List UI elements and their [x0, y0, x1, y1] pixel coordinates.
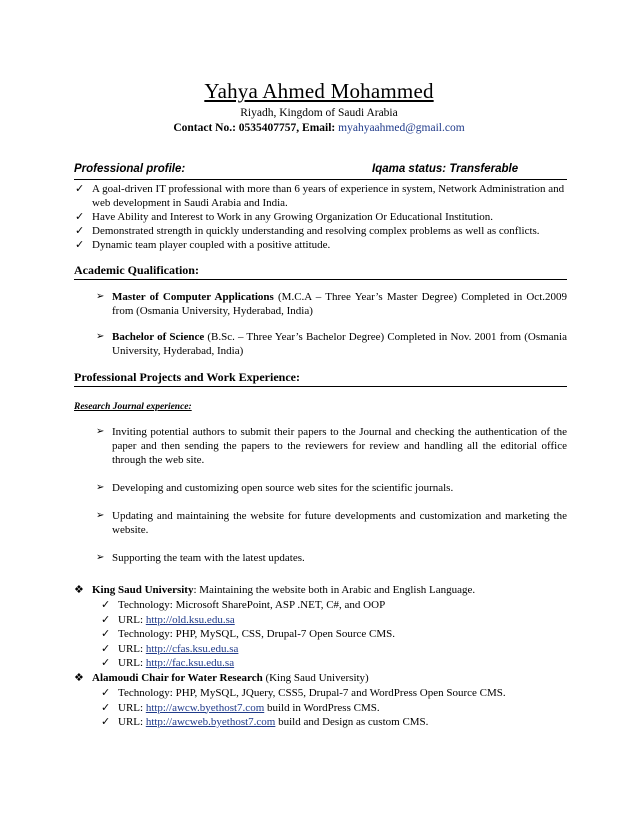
url-link[interactable]: http://fac.ksu.edu.sa — [145, 657, 235, 669]
checkmark-icon: ✓ — [101, 641, 111, 655]
email-address[interactable]: myahyaahmed@gmail.com — [338, 122, 465, 134]
arrow-bullet-icon: ➢ — [96, 510, 105, 521]
checkmark-icon: ✓ — [101, 686, 111, 699]
candidate-location: Riyadh, Kingdom of Saudi Arabia — [240, 107, 398, 119]
list-item: ✓ URL: http://awcw.byethost7.com build in WordPress CMS. — [101, 700, 380, 714]
list-item: ➢ Inviting potential authors to submit their papers to the Journal and checking the authentication of the paper and then sending the papers to the reviewers for review and handling all the editorial office through the web site. — [96, 426, 567, 466]
list-item: ✓ Technology: PHP, MySQL, CSS, Drupal-7 Open Source CMS. — [101, 627, 395, 640]
arrow-bullet-icon: ➢ — [96, 291, 105, 302]
org-name: King Saud University — [92, 584, 194, 596]
list-item: ➢ Updating and maintaining the website for future developments and customization and marketing the website. — [96, 510, 567, 536]
list-item: ➢ Master of Computer Applications (M.C.A – Three Year’s Master Degree) Completed in Oct.2009 from (Osmania University, Hyderabad, India) — [96, 291, 567, 317]
candidate-name: Yahya Ahmed Mohammed — [204, 79, 434, 103]
checkmark-icon: ✓ — [101, 715, 111, 728]
list-item: ✓ URL: http://old.ksu.edu.sa — [101, 612, 235, 626]
list-item: ✓ Demonstrated strength in quickly understanding and resolving complex problems as well as conflicts. — [75, 224, 540, 237]
research-list — [96, 425, 567, 579]
email-label: , Email: — [296, 122, 339, 134]
checkmark-icon: ✓ — [101, 612, 111, 626]
list-item: ✓ URL: http://fac.ksu.edu.sa — [101, 656, 235, 669]
contact-line — [0, 122, 638, 134]
profile-heading: Professional profile: — [74, 163, 186, 175]
ksu-details — [101, 598, 568, 671]
checkmark-icon: ✓ — [75, 182, 85, 195]
phone-number: 0535407757 — [238, 122, 297, 134]
arrow-bullet-icon: ➢ — [96, 482, 105, 493]
arrow-bullet-icon: ➢ — [96, 426, 105, 437]
diamond-bullet-icon: ❖ — [74, 583, 84, 596]
research-journal-heading: Research Journal experience: — [74, 402, 192, 412]
list-item: ✓ Technology: Microsoft SharePoint, ASP .NET, C#, and OOP — [101, 598, 386, 611]
checkmark-icon: ✓ — [101, 656, 111, 669]
url-link[interactable]: http://awcweb.byethost7.com — [145, 716, 276, 728]
url-link[interactable]: http://old.ksu.edu.sa — [145, 613, 235, 626]
url-link[interactable]: http://cfas.ksu.edu.sa — [145, 642, 239, 655]
checkmark-icon: ✓ — [101, 598, 111, 611]
list-item: ➢ Developing and customizing open source web sites for the scientific journals. — [96, 482, 454, 494]
diamond-bullet-icon: ❖ — [74, 671, 84, 684]
list-item: ✓ Technology: PHP, MySQL, JQuery, CSS5, Drupal-7 and WordPress Open Source CMS. — [101, 686, 506, 699]
degree-name: Master of Computer Applications — [112, 291, 274, 303]
arrow-bullet-icon: ➢ — [96, 552, 105, 563]
org-alamoudi: ❖ Alamoudi Chair for Water Research (King Saud University) — [74, 671, 369, 684]
url-link[interactable]: http://awcw.byethost7.com — [145, 701, 265, 714]
profile-heading-row — [74, 163, 567, 180]
iqama-status: Iqama status: Transferable — [372, 163, 519, 175]
list-item: ✓ URL: http://cfas.ksu.edu.sa — [101, 641, 239, 655]
org-name: Alamoudi Chair for Water Research — [92, 672, 263, 684]
degree-name: Bachelor of Science — [112, 331, 205, 343]
projects-heading: Professional Projects and Work Experience: — [74, 370, 567, 387]
profile-list — [75, 182, 567, 252]
list-item: ✓ Dynamic team player coupled with a positive attitude. — [75, 238, 331, 251]
checkmark-icon: ✓ — [75, 238, 85, 251]
list-item: ➢ Supporting the team with the latest updates. — [96, 552, 305, 564]
checkmark-icon: ✓ — [101, 627, 111, 640]
academic-heading: Academic Qualification: — [74, 263, 567, 280]
list-item: ➢ Bachelor of Science (B.Sc. – Three Year’s Bachelor Degree) Completed in Nov. 2001 from (Osmania University, Hyderabad, India) — [96, 331, 567, 357]
org-ksu: ❖ King Saud University: Maintaining the website both in Arabic and English Language. — [74, 583, 476, 596]
checkmark-icon: ✓ — [101, 700, 111, 714]
checkmark-icon: ✓ — [75, 210, 85, 223]
alamoudi-details — [101, 686, 568, 730]
checkmark-icon: ✓ — [75, 224, 85, 237]
list-item: ✓ A goal-driven IT professional with more than 6 years of experience in system, Network Administration and web development in Saudi Arabia and India. — [75, 182, 565, 209]
list-item: ✓ URL: http://awcweb.byethost7.com build and Design as custom CMS. — [101, 715, 429, 728]
contact-label: Contact No.: — [173, 122, 239, 134]
arrow-bullet-icon: ➢ — [96, 331, 105, 342]
list-item: ✓ Have Ability and Interest to Work in any Growing Organization Or Educational Institution. — [75, 210, 494, 223]
academic-list — [96, 290, 567, 370]
